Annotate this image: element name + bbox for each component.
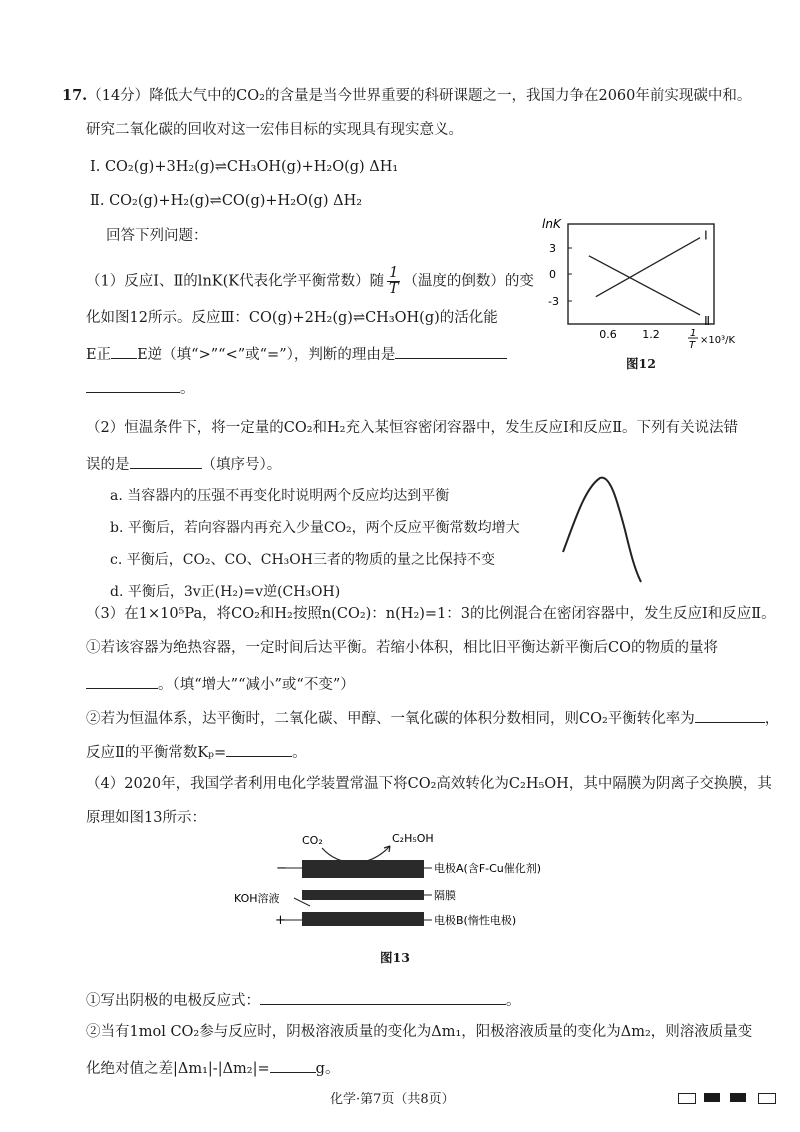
part3-line5-b: 。 [292,745,307,761]
hand-drawn-curve [555,470,655,590]
part2-line2 [86,452,281,475]
question-heading [62,86,751,106]
conversion-rate-blank[interactable] [695,706,765,723]
part4-q2-line2 [86,1056,339,1079]
series-II-line [589,256,700,315]
part2-line2-b: （填序号）。 [201,457,282,473]
part4-line2: 原理如图13所示： [86,810,206,826]
koh-label: KOH溶液 [234,892,280,905]
y-axis-label: lnK [542,217,561,231]
part3-line4-a: ②若为恒温体系，达平衡时，二氧化碳、甲醇、一氧化碳的体积分数相同，则CO₂平衡转化率为 [86,711,695,727]
page-footer: 化学·第7页（共8页） [330,1092,455,1107]
footer-mark-empty-1 [678,1093,696,1104]
part2-answer-blank[interactable] [130,452,202,469]
y-tick-0: 0 [549,268,556,281]
part3-line2: ①若该容器为绝热容器，一定时间后达平衡。若缩小体积，相比旧平衡达新平衡后CO的物质的量将 [86,640,718,656]
question-points: （14分） [87,88,150,104]
part4-q2-line2-b: g。 [315,1061,340,1077]
plus-terminal: + [275,913,286,928]
electrode-a-bar [302,860,424,878]
part3-line5-a: 反应Ⅱ的平衡常数Kₚ= [86,745,227,761]
question-number: 17. [62,87,88,104]
figure-13 [230,828,570,938]
part3-line3-b: 。（填“增大”“减小”或“不变”） [158,677,355,693]
part4-q2-line1: ②当有1mol CO₂参与反应时，阴极溶液质量的变化为Δm₁，阳极溶液质量的变化为Δm₂，则溶液质量变 [86,1024,753,1040]
kp-answer-blank[interactable] [226,740,292,757]
figure-13-diagram [230,828,570,938]
electrode-a-label: 电极A(含F-Cu催化剂) [434,862,542,875]
part2-line2-a: 误的是 [86,457,130,473]
footer-mark-filled-2 [730,1093,746,1102]
reason-answer-blank-continued[interactable] [86,376,180,393]
part2-option-c: c. 平衡后，CO₂、CO、CH₃OH三者的物质的量之比保持不变 [110,552,495,568]
part1-line1 [86,266,534,297]
series-I-label: Ⅰ [704,228,708,243]
reason-answer-blank[interactable] [395,342,507,359]
ethanol-label: C₂H₅OH [392,832,434,845]
part3-line4 [86,706,779,729]
part2-option-a: a. 当容器内的压强不再变化时说明两个反应均达到平衡 [110,488,450,504]
x-tick-1-2: 1.2 [642,328,660,341]
part4-q2-line2-a: 化绝对值之差|Δm₁|-|Δm₂|= [86,1061,270,1077]
reaction-1: Ⅰ. CO₂(g)+3H₂(g)⇌CH₃OH(g)+H₂O(g) ΔH₁ [90,159,399,175]
part1-line1-a: （1）反应Ⅰ、Ⅱ的lnK(K代表化学平衡常数）随 [86,273,385,290]
x-axis-label [688,328,735,351]
part4-q1-b: 。 [506,993,521,1009]
compare-answer-blank[interactable] [111,342,137,359]
intro-line-1: 降低大气中的CO₂的含量是当今世界重要的科研课题之一，我国力争在2060年前实现碳中和。 [149,88,752,104]
peak-curve [563,478,641,582]
y-tick-neg3: -3 [548,295,559,308]
figure-12 [540,212,736,352]
cathode-equation-blank[interactable] [260,988,506,1005]
part3-line5 [86,740,307,763]
e-forward-label: E正 [86,347,112,363]
fraction-numerator: 1 [389,265,399,281]
footer-mark-empty-2 [758,1093,776,1104]
reaction-2: Ⅱ. CO₂(g)+H₂(g)⇌CO(g)+H₂O(g) ΔH₂ [90,193,363,209]
minus-terminal: − [276,861,287,876]
x-axis-unit: ×10³/K [700,335,736,346]
membrane-label: 隔膜 [434,889,456,902]
part3-line4-b: ， [764,711,780,727]
part1-line3-b: E逆（填“>”“<”或“=”），判断的理由是 [137,347,396,363]
part1-line4-end: 。 [180,381,195,397]
electrode-b-label: 电极B(惰性电极) [434,914,517,927]
co2-label: CO₂ [302,834,323,847]
part1-line2: 化如图12所示。反应Ⅲ：CO(g)+2H₂(g)⇌CH₃OH(g)的活化能 [86,310,498,326]
x-tick-0-6: 0.6 [599,328,617,341]
figure-12-caption: 图12 [626,356,656,371]
co-amount-blank[interactable] [86,672,158,689]
intro-line-2: 研究二氧化碳的回收对这一宏伟目标的实现具有现实意义。 [86,122,463,138]
part3-line3 [86,672,355,695]
inverse-temperature-fraction [387,266,400,297]
part4-q1 [86,988,521,1011]
y-tick-3: 3 [549,242,556,255]
part4-q1-a: ①写出阴极的电极反应式： [86,993,260,1009]
membrane-bar [302,890,424,900]
part2-option-d: d. 平衡后，3v正(H₂)=v逆(CH₃OH) [110,584,341,600]
footer-mark-filled-1 [704,1093,720,1102]
series-II-label: Ⅱ [704,313,711,328]
part1-line3 [86,342,507,365]
part2-line1: （2）恒温条件下，将一定量的CO₂和H₂充入某恒容密闭容器中，发生反应Ⅰ和反应Ⅱ。下列有关说法错 [86,420,739,436]
fraction-denominator: T [388,281,399,297]
figure-12-chart [540,212,736,352]
part1-line1-b: （温度的倒数）的变 [403,273,534,290]
plot-frame [568,224,714,324]
answer-prompt: 回答下列问题： [106,228,208,244]
part4-line1: （4）2020年，我国学者利用电化学装置常温下将CO₂高效转化为C₂H₅OH，其中隔膜为阴离子交换膜，其 [86,776,772,792]
part3-line1: （3）在1×10⁵Pa，将CO₂和H₂按照n(CO₂)：n(H₂)=1：3的比例混合在密闭容器中，发生反应Ⅰ和反应Ⅱ。 [86,606,776,622]
x-axis-fraction-numerator: 1 [690,328,697,339]
x-axis-fraction-denominator: T [689,340,696,351]
mass-difference-blank[interactable] [270,1056,316,1073]
electrode-b-bar [302,912,424,926]
part1-line4 [86,376,195,399]
figure-13-caption: 图13 [380,950,410,965]
part2-option-b: b. 平衡后，若向容器内再充入少量CO₂，两个反应平衡常数均增大 [110,520,520,536]
